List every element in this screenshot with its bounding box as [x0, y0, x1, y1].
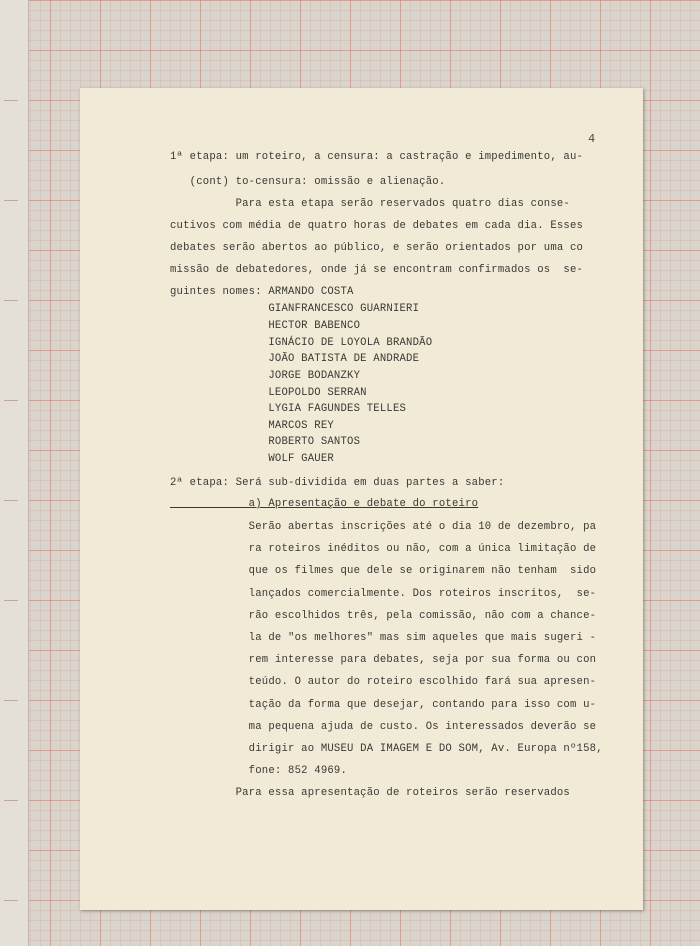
name-list-item: WOLF GAUER	[170, 453, 334, 465]
name-list-item: HECTOR BABENCO	[170, 320, 361, 332]
text-line: fone: 852 4969.	[170, 765, 348, 777]
text-line: missão de debatedores, onde já se encontram confirmados os se-	[170, 264, 584, 276]
page-number: 4	[588, 132, 596, 146]
name-list-item: LEOPOLDO SERRAN	[170, 387, 367, 399]
text-line: Para essa apresentação de roteiros serão reservados	[170, 787, 570, 799]
text-line: la de "os melhores" mas sim aqueles que mais sugeri -	[170, 632, 597, 644]
name-list-item: JOÃO BATISTA DE ANDRADE	[170, 353, 420, 365]
text-line: tação da forma que desejar, contando para isso com u-	[170, 699, 597, 711]
text-line: rem interesse para debates, seja por sua forma ou con	[170, 654, 597, 666]
text-line: ra roteiros inéditos ou não, com a única limitação de	[170, 543, 597, 555]
text-line: ma pequena ajuda de custo. Os interessados deverão se	[170, 721, 597, 733]
text-line: (cont) to-censura: omissão e alienação.	[170, 176, 446, 188]
name-list-item: IGNÁCIO DE LOYOLA BRANDÃO	[170, 337, 433, 349]
name-list-item: GIANFRANCESCO GUARNIERI	[170, 303, 420, 315]
text-line: rão escolhidos três, pela comissão, não com a chance-	[170, 610, 597, 622]
text-line: debates serão abertos ao público, e serão orientados por uma co	[170, 242, 584, 254]
text-line: Para esta etapa serão reservados quatro dias conse-	[170, 198, 570, 210]
name-list-item: ROBERTO SANTOS	[170, 436, 361, 448]
name-list-item: MARCOS REY	[170, 420, 334, 432]
text-line: teúdo. O autor do roteiro escolhido fará sua apresen-	[170, 676, 597, 688]
text-line: guintes nomes: ARMANDO COSTA	[170, 286, 354, 298]
text-line: dirigir ao MUSEU DA IMAGEM E DO SOM, Av. Europa nº158,	[170, 743, 603, 755]
name-list-item: JORGE BODANZKY	[170, 370, 361, 382]
text-line: 1ª etapa: um roteiro, a censura: a castração e impedimento, au-	[170, 151, 584, 163]
section-heading: a) Apresentação e debate do roteiro	[170, 498, 479, 510]
text-line: cutivos com média de quatro horas de debates em cada dia. Esses	[170, 220, 584, 232]
text-line: lançados comercialmente. Dos roteiros inscritos, se-	[170, 588, 597, 600]
name-list-item: LYGIA FAGUNDES TELLES	[170, 403, 407, 415]
text-line: 2ª etapa: Será sub-dividida em duas partes a saber:	[170, 477, 505, 489]
text-line: que os filmes que dele se originarem não tenham sido	[170, 565, 597, 577]
text-line: Serão abertas inscrições até o dia 10 de dezembro, pa	[170, 521, 597, 533]
